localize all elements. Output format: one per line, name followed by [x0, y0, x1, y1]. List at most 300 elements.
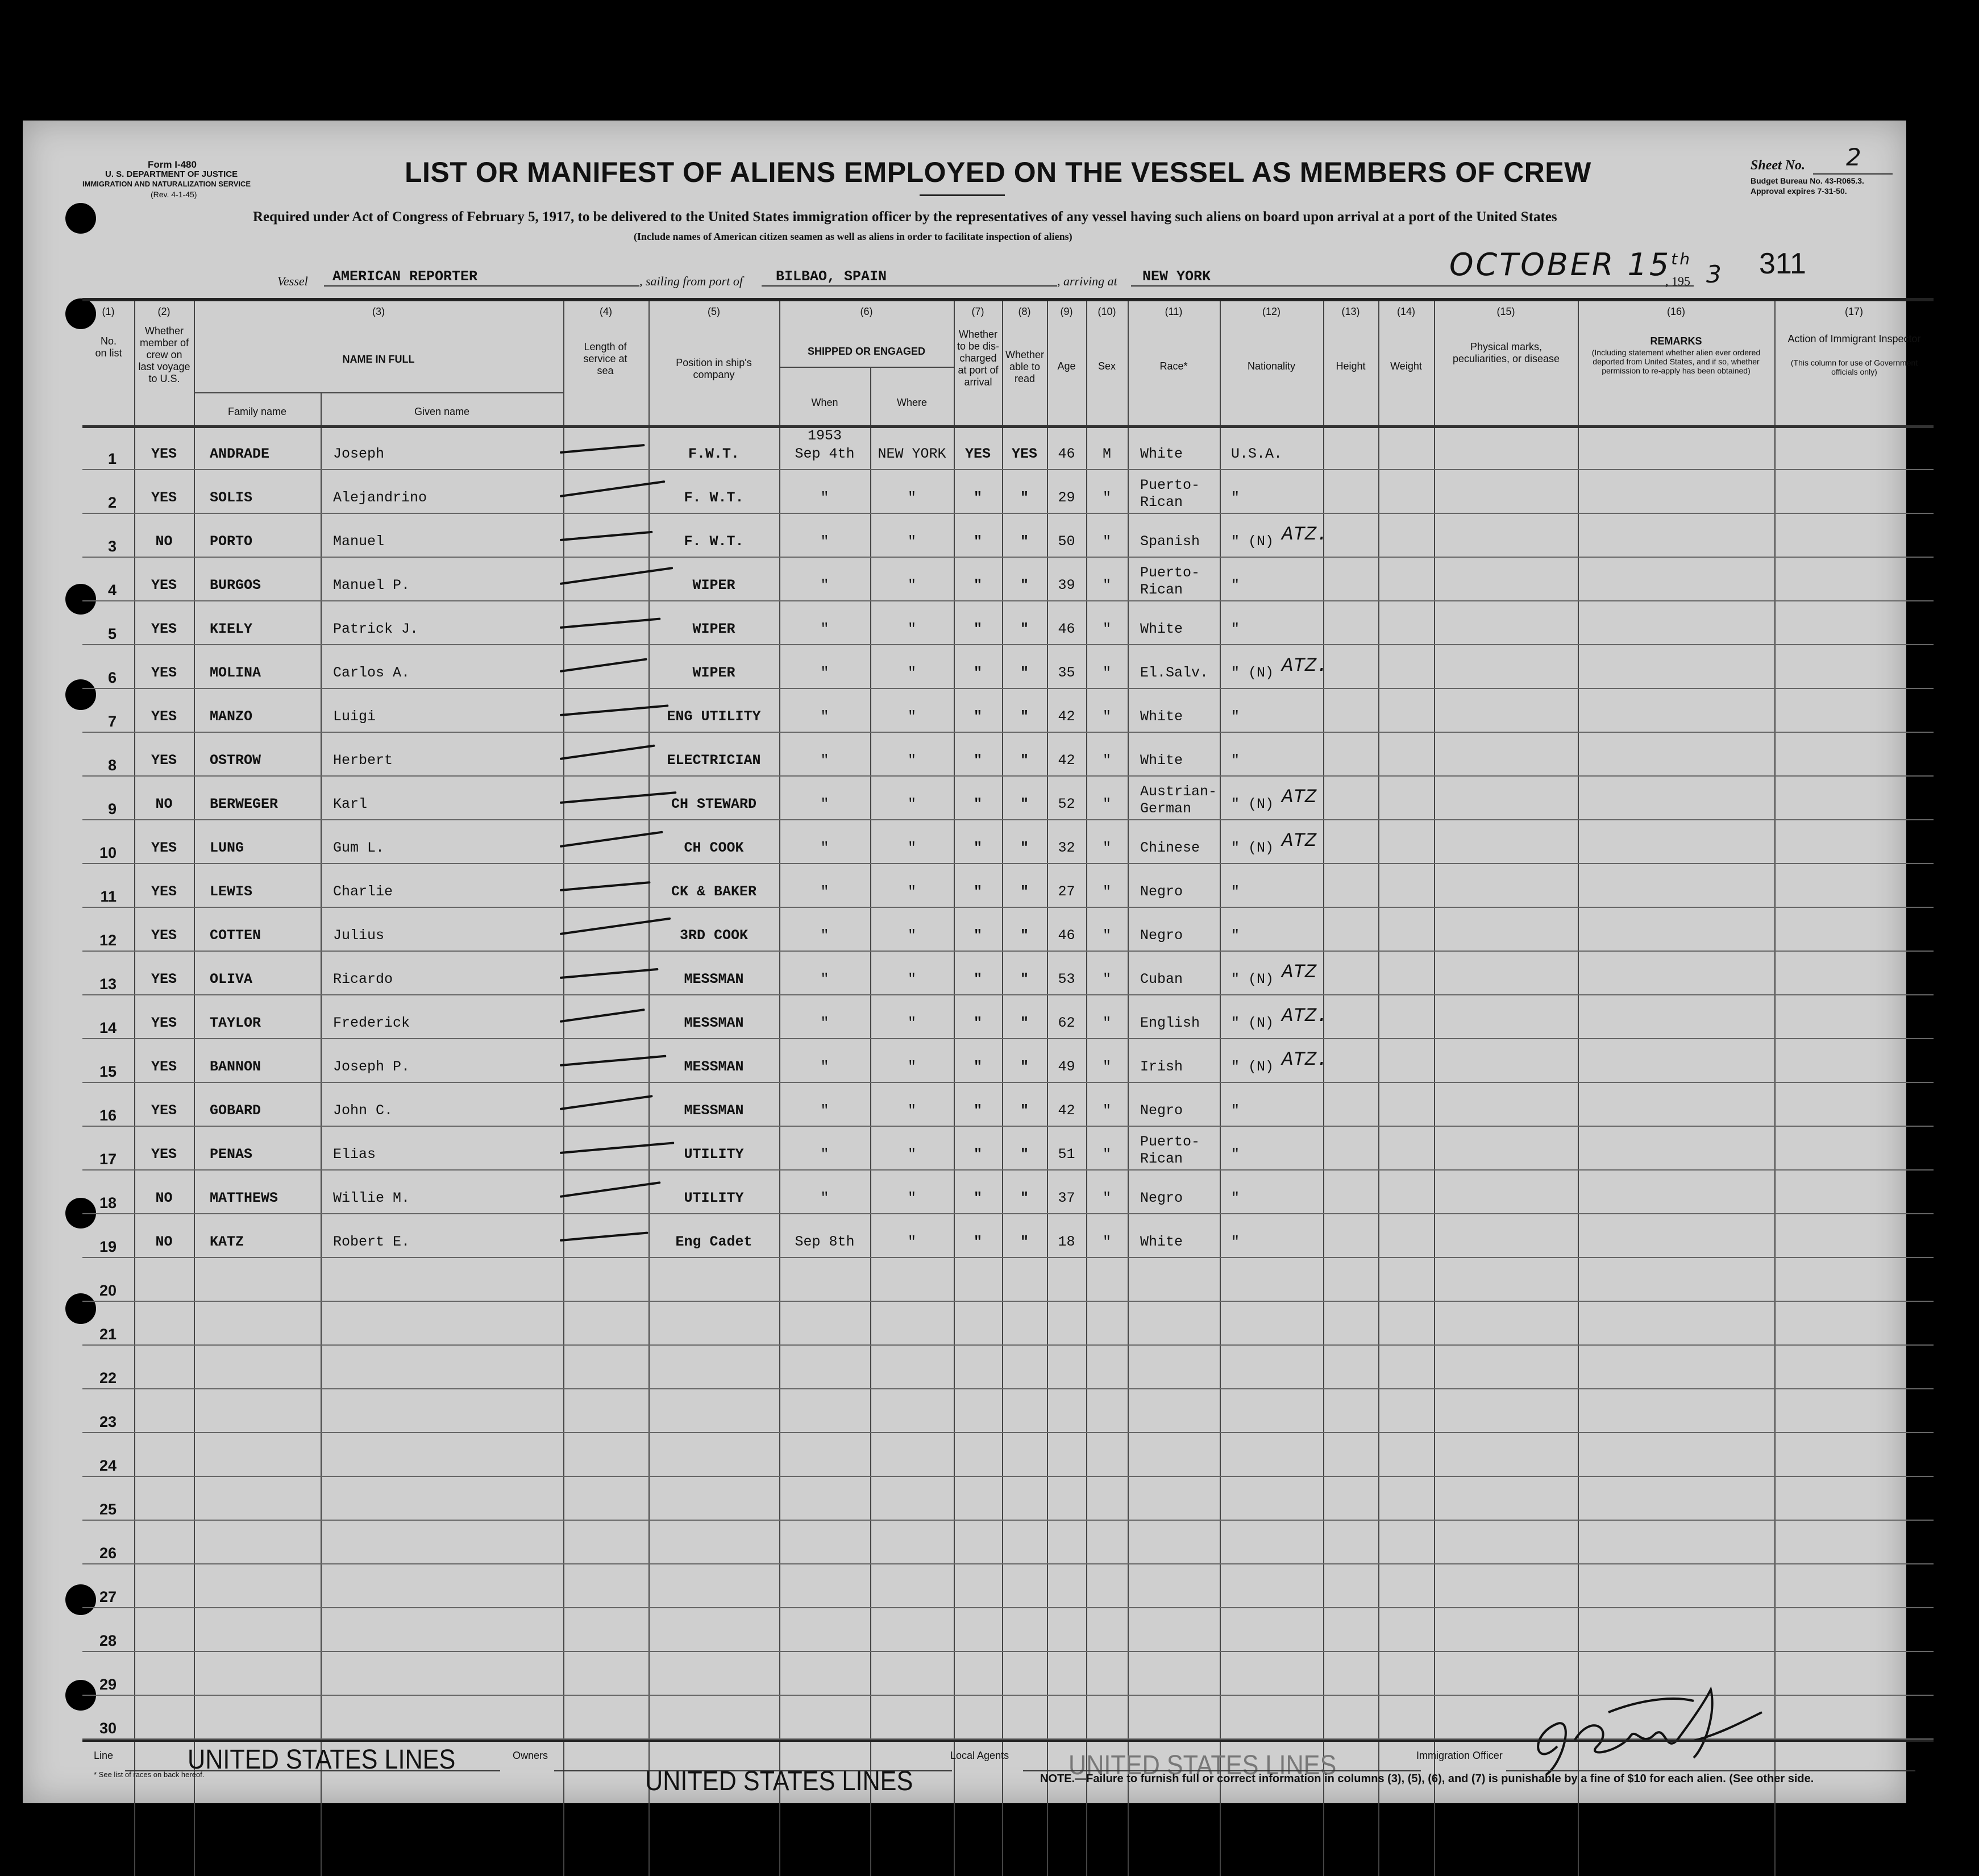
- header-where: Where: [896, 397, 927, 408]
- cell-given: Luigi: [333, 708, 376, 725]
- cell-race: Chinese: [1140, 840, 1200, 856]
- col-line: [1378, 301, 1379, 1876]
- cell-where: ": [907, 1059, 916, 1075]
- form-rev: (Rev. 4-1-45): [151, 190, 197, 199]
- cell-family: KIELY: [210, 621, 253, 637]
- form-number: Form I-480: [148, 159, 197, 170]
- row-number: 19: [99, 1238, 117, 1255]
- cell-sex: ": [1102, 1015, 1111, 1031]
- cell-given: Joseph: [333, 446, 385, 462]
- service-pen-stroke: [560, 658, 647, 673]
- cell-read: ": [1020, 665, 1029, 681]
- cell-family: LEWIS: [210, 883, 253, 900]
- cell-given: Karl: [333, 796, 368, 812]
- cell-race: Negro: [1140, 1190, 1183, 1206]
- cell-last: YES: [151, 1015, 177, 1031]
- cell-race: White: [1140, 708, 1183, 725]
- cell-disch: ": [973, 665, 982, 681]
- cell-age: 46: [1058, 927, 1075, 944]
- stamp-number: 311: [1759, 247, 1806, 280]
- cell-last: YES: [151, 446, 177, 462]
- cell-age: 46: [1058, 621, 1075, 637]
- cell-age: 42: [1058, 1102, 1075, 1119]
- cell-position: WIPER: [692, 577, 735, 593]
- line-value: UNITED STATES LINES: [188, 1745, 456, 1775]
- cell-last: YES: [151, 883, 177, 900]
- cell-sex: ": [1102, 752, 1111, 769]
- cell-sex: M: [1102, 446, 1111, 462]
- row-number: 3: [107, 538, 117, 555]
- col-num: (16): [1666, 306, 1685, 317]
- row-number: 8: [107, 757, 117, 774]
- header-sex: Sex: [1097, 360, 1116, 372]
- agents-value: UNITED STATES LINES: [1069, 1750, 1337, 1780]
- vessel-name: AMERICAN REPORTER: [332, 268, 478, 285]
- cell-position: ELECTRICIAN: [667, 752, 761, 769]
- row-number: 15: [99, 1063, 117, 1080]
- shipped-subrule: [779, 367, 954, 368]
- row-rule: [82, 819, 1934, 820]
- crew-table: [82, 298, 1934, 1876]
- row-rule: [82, 863, 1934, 864]
- cell-last: NO: [155, 1234, 173, 1250]
- service-pen-stroke: [560, 831, 663, 848]
- row-number: 20: [99, 1282, 117, 1299]
- cell-family: MOLINA: [210, 665, 261, 681]
- cell-age: 51: [1058, 1146, 1075, 1163]
- row-number: 24: [99, 1457, 117, 1474]
- cell-given: Alejandrino: [333, 489, 427, 506]
- header-age: Age: [1057, 360, 1076, 372]
- cell-nat: " (N): [1231, 1059, 1274, 1075]
- row-rule: [82, 513, 1934, 514]
- cell-position: MESSMAN: [684, 971, 744, 987]
- row-rule: [82, 1476, 1934, 1477]
- cell-nat: ": [1231, 1234, 1240, 1250]
- cell-family: BURGOS: [210, 577, 261, 593]
- header-family-name: Family name: [227, 406, 287, 417]
- cell-family: ANDRADE: [210, 446, 270, 462]
- cell-nat: ": [1231, 927, 1240, 944]
- fine-note: NOTE.—Failure to furnish full or correct information in columns (3), (5), (6), and (7) is punishable by a fine of $10 for each alien. (See other side.: [1040, 1773, 1814, 1785]
- cell-when: ": [820, 577, 829, 593]
- cell-race: White: [1140, 446, 1183, 462]
- cell-given: Elias: [333, 1146, 376, 1163]
- col-num: (13): [1341, 306, 1360, 317]
- cell-where: ": [907, 665, 916, 681]
- cell-age: 37: [1058, 1190, 1075, 1206]
- cell-age: 46: [1058, 446, 1075, 462]
- cell-race: White: [1140, 1234, 1183, 1250]
- row-rule: [82, 1082, 1934, 1083]
- header-race: Race*: [1159, 360, 1188, 372]
- cell-read: ": [1020, 708, 1029, 725]
- service-pen-stroke: [560, 617, 661, 628]
- service-pen-stroke: [560, 968, 659, 979]
- cell-where: ": [907, 1102, 916, 1119]
- cell-sex: ": [1102, 1234, 1111, 1250]
- header-bottom-rule: [82, 425, 1934, 428]
- row-rule: [82, 1213, 1934, 1214]
- cell-age: 18: [1058, 1234, 1075, 1250]
- header-position: Position in ship's company: [676, 357, 752, 380]
- arrival-date-month-day: OCTOBER 15: [1449, 247, 1672, 283]
- cell-disch: ": [973, 621, 982, 637]
- cell-last: YES: [151, 708, 177, 725]
- manifest-sheet: [23, 121, 1921, 1803]
- cell-where: ": [907, 621, 916, 637]
- row-number: 27: [99, 1588, 117, 1605]
- cell-nat-handwritten: ATZ.: [1282, 1049, 1328, 1071]
- cell-family: BERWEGER: [210, 796, 278, 812]
- cell-position: WIPER: [692, 665, 735, 681]
- cell-family: PORTO: [210, 533, 253, 550]
- cell-read: ": [1020, 796, 1029, 812]
- agents-value-rule: [1023, 1770, 1421, 1771]
- row-number: 9: [107, 800, 117, 817]
- cell-age: 53: [1058, 971, 1075, 987]
- cell-position: CH STEWARD: [671, 796, 757, 812]
- row-rule: [82, 688, 1934, 689]
- cell-sex: ": [1102, 840, 1111, 856]
- cell-nat: " (N): [1231, 840, 1274, 856]
- row-rule: [82, 994, 1934, 995]
- row-rule: [82, 775, 1934, 777]
- cell-where: NEW YORK: [878, 446, 946, 462]
- cell-sex: ": [1102, 1102, 1111, 1119]
- cell-position: ENG UTILITY: [667, 708, 761, 725]
- cell-given: Robert E.: [333, 1234, 410, 1250]
- cell-nat: " (N): [1231, 533, 1274, 550]
- cell-position: CH COOK: [684, 840, 744, 856]
- row-rule: [82, 644, 1934, 645]
- cell-race: English: [1140, 1015, 1200, 1031]
- cell-nat-handwritten: ATZ.: [1282, 655, 1328, 677]
- arrival-date: [1449, 247, 1692, 283]
- row-number: 26: [99, 1545, 117, 1562]
- col-num: (15): [1496, 306, 1515, 317]
- cell-when: Sep 4th: [795, 446, 855, 462]
- cell-disch: ": [973, 1059, 982, 1075]
- cell-read: YES: [1011, 446, 1037, 462]
- cell-read: ": [1020, 577, 1029, 593]
- cell-where: ": [907, 577, 916, 593]
- cell-age: 39: [1058, 577, 1075, 593]
- cell-read: ": [1020, 1146, 1029, 1163]
- row-rule: [82, 469, 1934, 470]
- row-rule: [82, 907, 1934, 908]
- cell-when: ": [820, 489, 829, 506]
- cell-position: MESSMAN: [684, 1015, 744, 1031]
- arrival-date-rule: [1449, 285, 1694, 287]
- cell-position: MESSMAN: [684, 1102, 744, 1119]
- cell-disch: ": [973, 840, 982, 856]
- title-rule: [920, 194, 1005, 196]
- row-number: 16: [99, 1107, 117, 1124]
- cell-position: WIPER: [692, 621, 735, 637]
- cell-read: ": [1020, 971, 1029, 987]
- col-num: (1): [102, 306, 115, 317]
- port-rule: [762, 285, 1057, 287]
- cell-given: Manuel P.: [333, 577, 410, 593]
- cell-position: UTILITY: [684, 1146, 744, 1163]
- col-num: (14): [1396, 306, 1415, 317]
- cell-nat: ": [1231, 708, 1240, 725]
- row-number: 23: [99, 1413, 117, 1430]
- cell-sex: ": [1102, 927, 1111, 944]
- owners-value-rule: [554, 1770, 952, 1771]
- cell-nat: ": [1231, 1190, 1240, 1206]
- cell-nat: ": [1231, 621, 1240, 637]
- row-number: 5: [107, 625, 117, 642]
- cell-where: ": [907, 752, 916, 769]
- punch-hole: [65, 203, 96, 234]
- cell-position: F.W.T.: [688, 446, 739, 462]
- cell-age: 29: [1058, 489, 1075, 506]
- cell-race: El.Salv.: [1140, 665, 1209, 681]
- cell-where: ": [907, 971, 916, 987]
- cell-when: ": [820, 1102, 829, 1119]
- cell-disch: ": [973, 1102, 982, 1119]
- cell-read: ": [1020, 1190, 1029, 1206]
- col-line: [1220, 301, 1221, 1876]
- row-number: 28: [99, 1632, 117, 1649]
- col-line: [194, 301, 195, 1876]
- cell-disch: ": [973, 489, 982, 506]
- cell-family: SOLIS: [210, 489, 253, 506]
- cell-family: LUNG: [210, 840, 244, 856]
- cell-sex: ": [1102, 708, 1111, 725]
- cell-sex: ": [1102, 971, 1111, 987]
- arriving-port: NEW YORK: [1142, 268, 1211, 285]
- row-rule: [82, 1344, 1934, 1346]
- cell-age: 50: [1058, 533, 1075, 550]
- cell-when: ": [820, 1146, 829, 1163]
- vessel-rule: [324, 285, 639, 287]
- cell-race: Negro: [1140, 883, 1183, 900]
- officer-label: Immigration Officer: [1416, 1750, 1503, 1761]
- cell-last: YES: [151, 1146, 177, 1163]
- sheet-label: Sheet No.: [1751, 158, 1805, 173]
- cell-disch: ": [973, 883, 982, 900]
- cell-nat-handwritten: ATZ: [1282, 962, 1317, 983]
- header-shipped-engaged: SHIPPED OR ENGAGED: [807, 346, 926, 357]
- agents-label: Local Agents: [950, 1750, 1009, 1761]
- header-when: When: [811, 397, 838, 408]
- sailing-label: , sailing from port of: [639, 274, 743, 288]
- service-pen-stroke: [560, 1095, 653, 1110]
- row-number: 21: [99, 1326, 117, 1343]
- cell-family: OSTROW: [210, 752, 261, 769]
- col-num: (9): [1060, 306, 1073, 317]
- header-weight: Weight: [1390, 360, 1422, 372]
- cell-sex: ": [1102, 665, 1111, 681]
- row-rule: [82, 557, 1934, 558]
- cell-position: CK & BAKER: [671, 883, 757, 900]
- cell-age: 52: [1058, 796, 1075, 812]
- row-number: 6: [107, 669, 117, 686]
- col-num: (8): [1018, 306, 1031, 317]
- cell-sex: ": [1102, 621, 1111, 637]
- cell-last: YES: [151, 577, 177, 593]
- cell-position: Eng Cadet: [675, 1234, 752, 1250]
- cell-read: ": [1020, 1059, 1029, 1075]
- sheet-number-rule: [1813, 173, 1893, 175]
- cell-last: YES: [151, 621, 177, 637]
- cell-read: ": [1020, 1234, 1029, 1250]
- cell-nat: " (N): [1231, 796, 1274, 812]
- row-number: 2: [107, 494, 117, 511]
- cell-family: PENAS: [210, 1146, 253, 1163]
- cell-sex: ": [1102, 1146, 1111, 1163]
- header-given-name: Given name: [414, 406, 470, 417]
- officer-rule: [1506, 1770, 1915, 1771]
- service-pen-stroke: [560, 531, 653, 541]
- cell-when: ": [820, 1059, 829, 1075]
- cell-race: Puerto-Rican: [1140, 477, 1200, 510]
- cell-race: White: [1140, 621, 1183, 637]
- cell-last: YES: [151, 971, 177, 987]
- cell-race: Puerto-Rican: [1140, 1134, 1200, 1167]
- arriving-label: , arriving at: [1057, 274, 1117, 288]
- cell-sex: ": [1102, 1190, 1111, 1206]
- header-no-on-list: No. on list: [95, 335, 122, 359]
- cell-given: Manuel: [333, 533, 385, 550]
- cell-nat-handwritten: ATZ.: [1282, 524, 1328, 546]
- cell-when: ": [820, 533, 829, 550]
- row-number: 30: [99, 1720, 117, 1737]
- row-rule: [82, 1563, 1934, 1564]
- row-rule: [82, 1126, 1934, 1127]
- cell-last: YES: [151, 752, 177, 769]
- col-num: (12): [1262, 306, 1280, 317]
- cell-disch: ": [973, 708, 982, 725]
- cell-given: Julius: [333, 927, 385, 944]
- col-num: (11): [1165, 306, 1183, 317]
- arriving-rule: [1131, 285, 1472, 287]
- cell-last: YES: [151, 840, 177, 856]
- cell-where: ": [907, 796, 916, 812]
- cell-position: F. W.T.: [684, 533, 744, 550]
- row-number: 11: [100, 888, 117, 905]
- cell-disch: ": [973, 1015, 982, 1031]
- cell-disch: ": [973, 577, 982, 593]
- col-num: (3): [372, 306, 385, 317]
- row-number: 13: [99, 976, 117, 993]
- service-pen-stroke: [560, 1181, 661, 1198]
- cell-last: NO: [155, 533, 173, 550]
- cell-where: ": [907, 840, 916, 856]
- cell-last: YES: [151, 1102, 177, 1119]
- cell-nat: ": [1231, 1102, 1240, 1119]
- cell-race: Austrian-German: [1140, 783, 1217, 817]
- cell-race: Puerto-Rican: [1140, 565, 1200, 598]
- cell-where: ": [907, 1015, 916, 1031]
- cell-family: OLIVA: [210, 971, 253, 987]
- service-pen-stroke: [560, 744, 655, 759]
- cell-disch: ": [973, 1234, 982, 1250]
- row-rule: [82, 1388, 1934, 1389]
- sheet-number: 2: [1846, 143, 1861, 171]
- cell-disch: YES: [964, 446, 991, 462]
- cell-read: ": [1020, 533, 1029, 550]
- cell-read: ": [1020, 621, 1029, 637]
- row-rule: [82, 1038, 1934, 1039]
- row-rule: [82, 1432, 1934, 1433]
- cell-nat: U.S.A.: [1231, 446, 1283, 462]
- col-num: (17): [1844, 306, 1863, 317]
- header-remarks: REMARKS: [1650, 335, 1702, 347]
- cell-age: 27: [1058, 883, 1075, 900]
- header-discharged: Whether to be dis-charged at port of arrival: [957, 329, 1000, 388]
- cell-when: ": [820, 621, 829, 637]
- cell-family: TAYLOR: [210, 1015, 261, 1031]
- sailing-port: BILBAO, SPAIN: [776, 268, 887, 285]
- cell-nat-handwritten: ATZ.: [1282, 1006, 1328, 1027]
- cell-last: YES: [151, 1059, 177, 1075]
- owners-label: Owners: [513, 1750, 548, 1761]
- col-num: (2): [157, 306, 171, 317]
- cell-given: Ricardo: [333, 971, 393, 987]
- header-name-in-full: NAME IN FULL: [342, 354, 415, 365]
- required-text: Required under Act of Congress of February 5, 1917, to be delivered to the United States immigration officer by the representatives of any vessel having such aliens on board upon arrival at a port of the United States: [253, 209, 1557, 225]
- cell-given: Charlie: [333, 883, 393, 900]
- cell-where: ": [907, 1234, 916, 1250]
- header-able-to-read: Whether able to read: [1005, 349, 1045, 384]
- owners-value: UNITED STATES LINES: [645, 1766, 913, 1796]
- cell-when: ": [820, 1190, 829, 1206]
- cell-when: ": [820, 1015, 829, 1031]
- footer-rule: [82, 1740, 1934, 1742]
- cell-disch: ": [973, 971, 982, 987]
- cell-when: ": [820, 840, 829, 856]
- row-number: 17: [99, 1151, 117, 1168]
- cell-given: Joseph P.: [333, 1059, 410, 1075]
- cell-position: F. W.T.: [684, 489, 744, 506]
- cell-disch: ": [973, 1190, 982, 1206]
- row-number: 18: [99, 1194, 117, 1211]
- row-rule: [82, 1607, 1934, 1608]
- cell-given: John C.: [333, 1102, 393, 1119]
- cell-disch: ": [973, 533, 982, 550]
- cell-where: ": [907, 708, 916, 725]
- col-num: (10): [1097, 306, 1116, 317]
- col-num: (7): [971, 306, 984, 317]
- header-nationality: Nationality: [1247, 360, 1296, 372]
- header-inspector-sub: (This column for use of Government officials only): [1790, 358, 1918, 376]
- cell-race: Negro: [1140, 927, 1183, 944]
- cell-disch: ": [973, 796, 982, 812]
- form-service: IMMIGRATION AND NATURALIZATION SERVICE: [82, 180, 251, 188]
- cell-family: KATZ: [210, 1234, 244, 1250]
- cell-age: 35: [1058, 665, 1075, 681]
- cell-given: Gum L.: [333, 840, 385, 856]
- cell-where: ": [907, 1190, 916, 1206]
- cell-nat-handwritten: ATZ: [1282, 831, 1317, 852]
- cell-read: ": [1020, 752, 1029, 769]
- col-line: [563, 301, 564, 1876]
- cell-when: ": [820, 708, 829, 725]
- name-subrule: [194, 392, 563, 393]
- cell-when: ": [820, 752, 829, 769]
- cell-race: White: [1140, 752, 1183, 769]
- cell-where: ": [907, 927, 916, 944]
- col-line: [1128, 301, 1129, 1876]
- cell-nat-handwritten: ATZ: [1282, 787, 1317, 808]
- cell-last: YES: [151, 489, 177, 506]
- cell-given: Frederick: [333, 1015, 410, 1031]
- cell-given: Willie M.: [333, 1190, 410, 1206]
